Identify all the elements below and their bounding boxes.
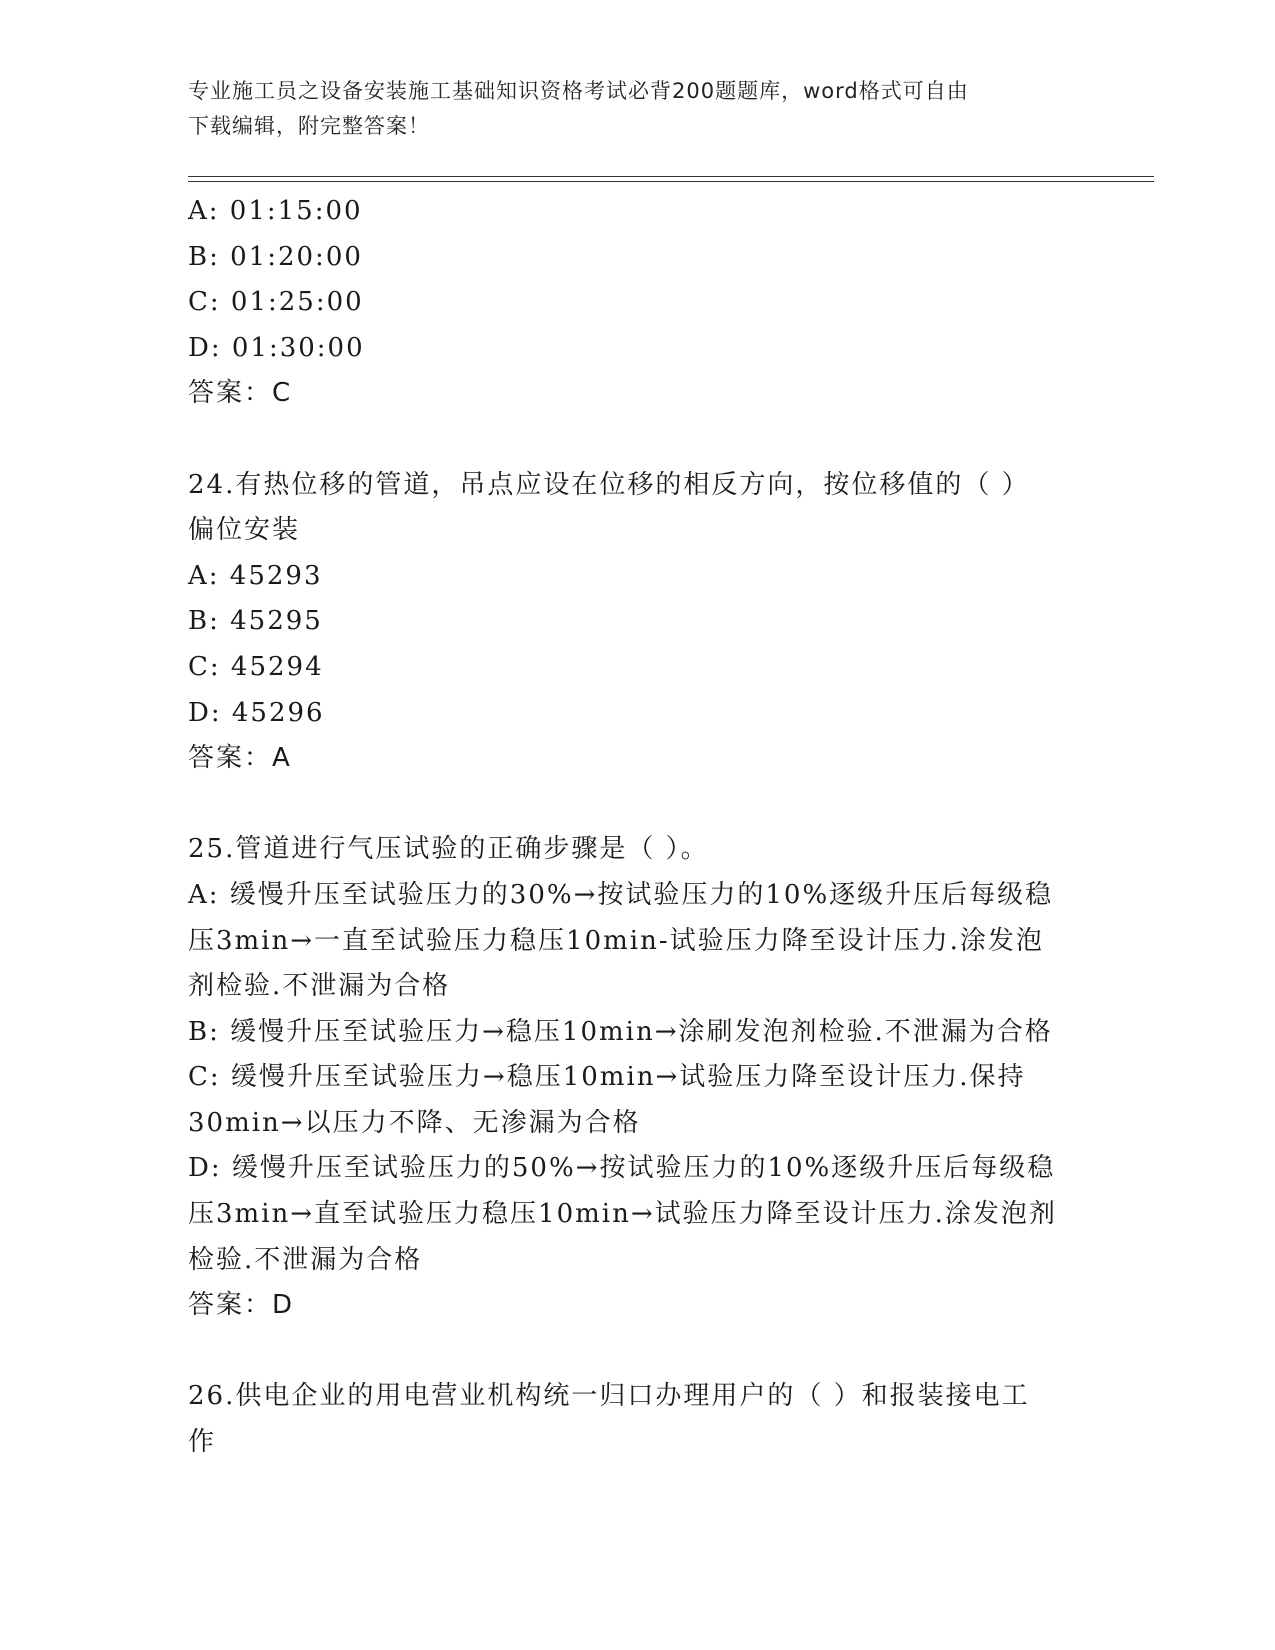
header-divider-top bbox=[188, 176, 1154, 177]
option-a: A: 45293 bbox=[188, 560, 323, 591]
spacer bbox=[188, 1329, 1088, 1375]
question-23 bbox=[188, 189, 1088, 417]
option-d-line-2: 压3min→直至试验压力稳压10min→试验压力降至设计压力.涂发泡剂 bbox=[188, 1199, 1057, 1230]
answer: 答案：D bbox=[188, 1290, 295, 1321]
question-24 bbox=[188, 463, 1088, 782]
answer: 答案：C bbox=[188, 378, 293, 409]
answer: 答案：A bbox=[188, 743, 292, 774]
question-26 bbox=[188, 1374, 1088, 1465]
question-25 bbox=[188, 827, 1088, 1329]
header-divider-bottom bbox=[188, 181, 1154, 182]
option-d-line-3: 检验.不泄漏为合格 bbox=[188, 1244, 423, 1275]
option-d: D: 01:30:00 bbox=[188, 332, 365, 363]
option-d-line-1: D: 缓慢升压至试验压力的50%→按试验压力的10%逐级升压后每级稳 bbox=[188, 1153, 1056, 1184]
option-a-line-1: A: 缓慢升压至试验压力的30%→按试验压力的10%逐级升压后每级稳 bbox=[188, 879, 1054, 910]
question-stem: 26.供电企业的用电营业机构统一归口办理用户的（ ）和报装接电工 bbox=[188, 1381, 1030, 1412]
option-a-line-2: 压3min→一直至试验压力稳压10min-试验压力降至设计压力.涂发泡 bbox=[188, 925, 1044, 956]
question-stem: 24.有热位移的管道，吊点应设在位移的相反方向，按位移值的（ ） bbox=[188, 469, 1030, 500]
option-c-line-2: 30min→以压力不降、无渗漏为合格 bbox=[188, 1107, 641, 1138]
question-stem-continued: 偏位安装 bbox=[188, 515, 301, 546]
option-b: B: 45295 bbox=[188, 606, 323, 637]
option-d: D: 45296 bbox=[188, 697, 325, 728]
option-c: C: 01:25:00 bbox=[188, 287, 364, 318]
option-b: B: 01:20:00 bbox=[188, 241, 363, 272]
option-a-line-3: 剂检验.不泄漏为合格 bbox=[188, 971, 451, 1002]
option-c-line-1: C: 缓慢升压至试验压力→稳压10min→试验压力降至设计压力.保持 bbox=[188, 1062, 1026, 1093]
option-b-line-1: B: 缓慢升压至试验压力→稳压10min→涂刷发泡剂检验.不泄漏为合格 bbox=[188, 1016, 1053, 1047]
header-line-2: 下载编辑，附完整答案！ bbox=[188, 114, 430, 138]
spacer bbox=[188, 417, 1088, 463]
header-line-1: 专业施工员之设备安装施工基础知识资格考试必背200题题库，word格式可自由 bbox=[188, 79, 969, 103]
question-stem-continued: 作 bbox=[188, 1427, 217, 1458]
option-c: C: 45294 bbox=[188, 651, 324, 682]
question-content bbox=[188, 189, 1088, 1466]
option-a: A: 01:15:00 bbox=[188, 196, 363, 226]
question-stem: 25.管道进行气压试验的正确步骤是（ ）。 bbox=[188, 834, 709, 865]
spacer bbox=[188, 782, 1088, 828]
document-header bbox=[188, 74, 1088, 144]
